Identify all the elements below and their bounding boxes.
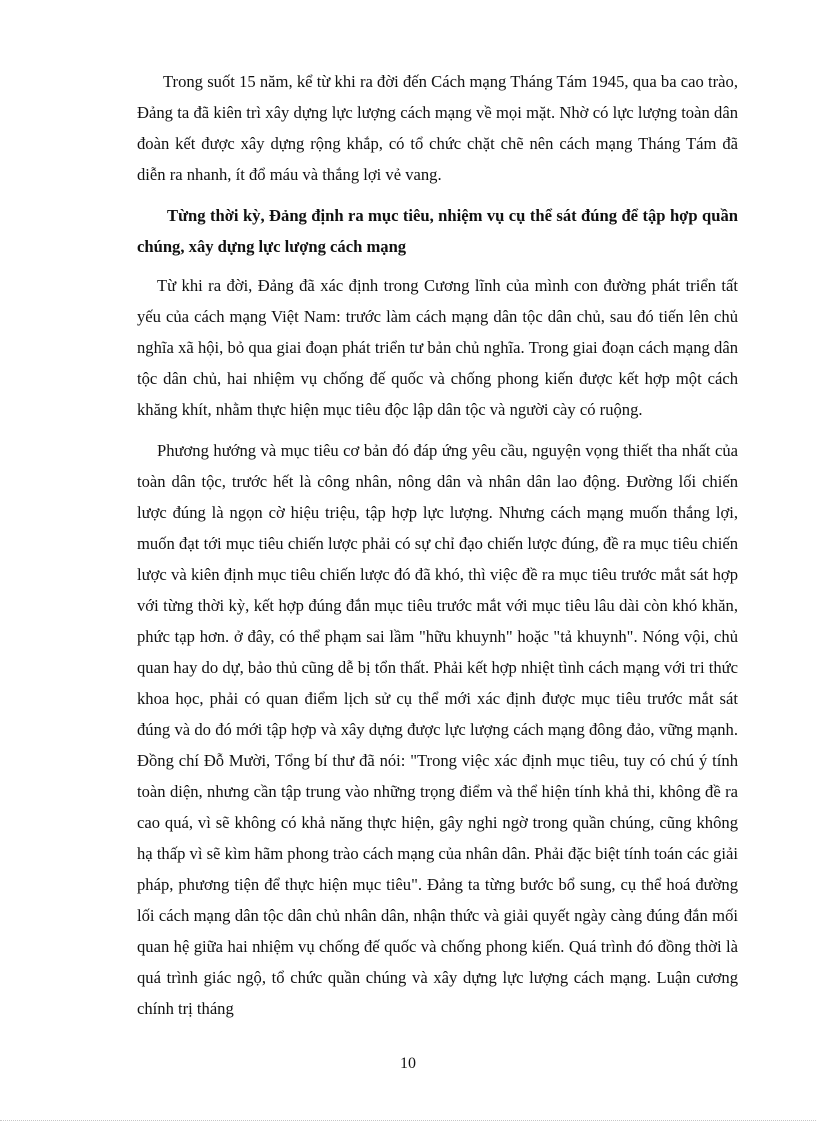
page-bottom-divider [0,1120,816,1121]
page-number: 10 [400,1055,416,1072]
paragraph-intro: Trong suốt 15 năm, kể từ khi ra đời đến Cách mạng Tháng Tám 1945, qua ba cao trào, Đảng ta đã kiên trì xây dựng lực lượng cách mạng về mọi mặt. Nhờ có lực lượng toàn dân đoàn kết được xây dựng rộng khắp, có tổ chức chặt chẽ nên cách mạng Tháng Tám đã diễn ra nhanh, ít đổ máu và thắng lợi vẻ vang. [137,72,738,184]
paragraph-program: Từ khi ra đời, Đảng đã xác định trong Cương lĩnh của mình con đường phát triển tất yếu của cách mạng Việt Nam: trước làm cách mạng dân tộc dân chủ, sau đó tiến lên chủ nghĩa xã hội, bỏ qua giai đoạn phát triển tư bản chủ nghĩa. Trong giai đoạn cách mạng dân tộc dân chủ, hai nhiệm vụ chống đế quốc và chống phong kiến được kết hợp một cách khăng khít, nhằm thực hiện mục tiêu độc lập dân tộc và người cày có ruộng. [137,276,738,419]
page-body [137,66,738,1034]
section-heading: Từng thời kỳ, Đảng định ra mục tiêu, nhiệm vụ cụ thể sát đúng để tập hợp quần chúng, xây dựng lực lượng cách mạng [137,206,738,256]
paragraph-goals: Phương hướng và mục tiêu cơ bản đó đáp ứng yêu cầu, nguyện vọng thiết tha nhất của toàn dân tộc, trước hết là công nhân, nông dân và nhân dân lao động. Đường lối chiến lược đúng là ngọn cờ hiệu triệu, tập hợp lực lượng. Nhưng cách mạng muốn thắng lợi, muốn đạt tới mục tiêu chiến lược phải có sự chỉ đạo chiến lược đúng, đề ra mục tiêu chiến lược và kiên định mục tiêu chiến lược đó đã khó, thì việc đề ra mục tiêu trước mắt sát hợp với từng thời kỳ, kết hợp đúng đắn mục tiêu trước mắt với mục tiêu lâu dài còn khó khăn, phức tạp hơn. ở đây, có thể phạm sai lầm "hữu khuynh" hoặc "tả khuynh". Nóng vội, chủ quan hay do dự, bảo thủ cũng dễ bị tổn thất. Phải kết hợp nhiệt tình cách mạng với tri thức khoa học, phải có quan điểm lịch sử cụ thể mới xác định được mục tiêu trước mắt sát đúng và do đó mới tập hợp và xây dựng được lực lượng cách mạng đông đảo, vững mạnh. Đồng chí Đỗ Mười, Tổng bí thư đã nói: "Trong việc xác định mục tiêu, tuy có chú ý tính toàn diện, nhưng cần tập trung vào những trọng điểm và thể hiện tính khả thi, không đề ra cao quá, vì sẽ không có khả năng thực hiện, gây nghi ngờ trong quần chúng, cũng không hạ thấp vì sẽ kìm hãm phong trào cách mạng của nhân dân. Phải đặc biệt tính toán các giải pháp, phương tiện để thực hiện mục tiêu". Đảng ta từng bước bổ sung, cụ thể hoá đường lối cách mạng dân tộc dân chủ nhân dân, nhận thức và giải quyết ngày càng đúng đắn mối quan hệ giữa hai nhiệm vụ chống đế quốc và chống phong kiến. Quá trình đó đồng thời là quá trình giác ngộ, tổ chức quần chúng và xây dựng lực lượng cách mạng. Luận cương chính trị tháng [137,441,738,1018]
